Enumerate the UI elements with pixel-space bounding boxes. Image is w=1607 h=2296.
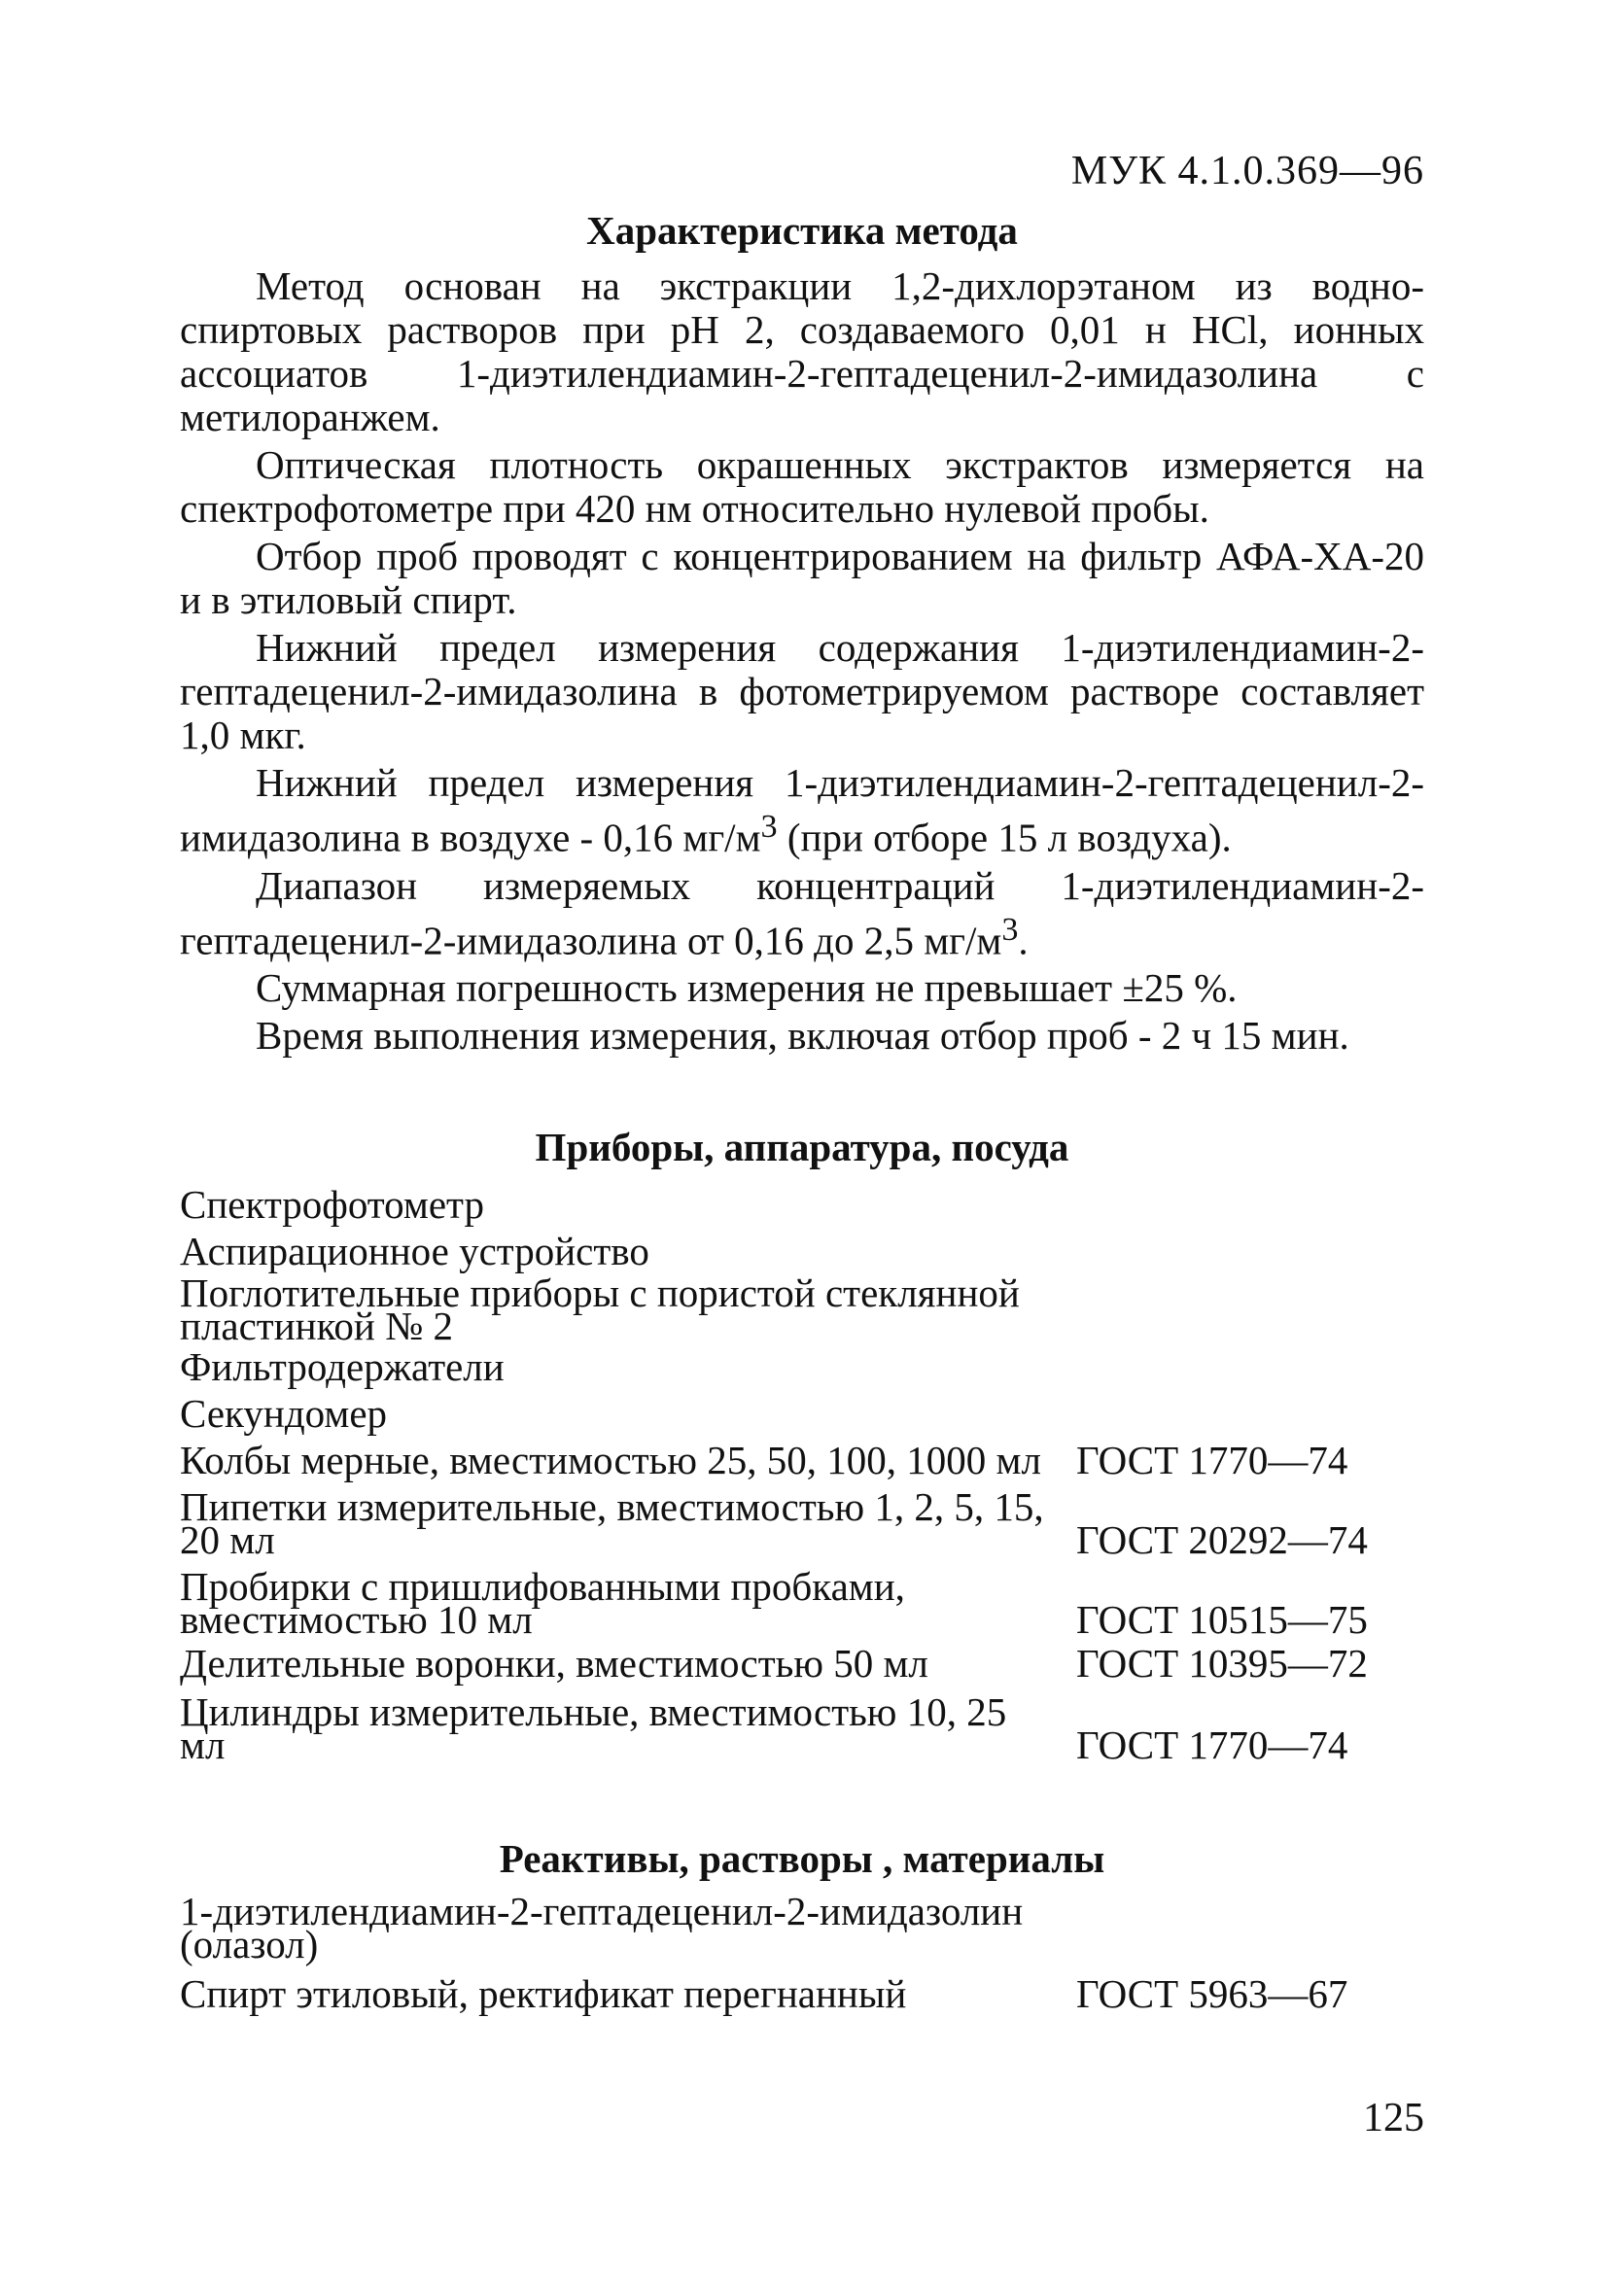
equipment-item (180, 1183, 1424, 1227)
equipment-section (180, 1125, 1424, 1767)
superscript: 3 (1001, 911, 1019, 948)
equipment-standard: ГОСТ 20292—74 (1076, 1517, 1368, 1562)
equipment-name: Секундомер (180, 1391, 388, 1436)
equipment-heading: Приборы, аппаратура, посуда (535, 1125, 1069, 1169)
equipment-item (180, 1438, 1424, 1482)
equipment-standard: ГОСТ 10515—75 (1076, 1597, 1368, 1642)
reagents-heading: Реактивы, растворы , материалы (499, 1836, 1105, 1881)
method-section (180, 209, 1424, 1061)
equipment-standard: ГОСТ 1770—74 (1076, 1722, 1348, 1767)
equipment-name: Аспирационное устройство (180, 1229, 649, 1273)
equipment-item (180, 1345, 1424, 1389)
paragraph-text: Нижний предел измерения 1-диэтилендиамин-2-гептадеценил-2-имидазолина в воздухе - 0,16 мг/м (180, 760, 1424, 860)
method-paragraph: Нижний предел измерения содержания 1-диэтилендиамин-2-гептадеценил-2-имидазолина в фотометрируемом растворе составляет 1,0 мкг. (180, 625, 1424, 757)
equipment-item (180, 1230, 1424, 1273)
paragraph-text: (при отборе 15 л воздуха). (777, 815, 1232, 860)
paragraph-text: . (1018, 918, 1029, 963)
superscript: 3 (760, 809, 778, 845)
equipment-name: Колбы мерные, вместимостью 25, 50, 100, 1000 мл (180, 1438, 1041, 1482)
method-paragraph: Метод основан на экстракции 1,2-дихлорэтаном из водно-спиртовых растворов при рН 2, создаваемого 0,01 н HCl, ионных ассоциатов 1-диэтилендиамин-2-гептадеценил-2-имидазолина с метилоранжем. (180, 263, 1424, 439)
document-code: МУК 4.1.0.369—96 (1070, 149, 1424, 193)
method-heading: Характеристика метода (586, 208, 1018, 253)
equipment-standard: ГОСТ 10395—72 (1076, 1641, 1368, 1686)
equipment-item (180, 1484, 1424, 1562)
equipment-name: Делительные воронки, вместимостью 50 мл (180, 1641, 928, 1686)
equipment-item (180, 1270, 1424, 1348)
reagents-section (180, 1837, 1424, 2019)
equipment-standard: ГОСТ 1770—74 (1076, 1438, 1348, 1482)
equipment-name: Пробирки с пришлифованными пробками, вместимостью 10 мл (180, 1564, 905, 1642)
paragraph-text: Диапазон измеряемых концентраций 1-диэтилендиамин-2-гептадеценил-2-имидазолина от 0,16 до 2,5 мг/м (180, 862, 1424, 963)
equipment-item (180, 1642, 1424, 1686)
equipment-name: Фильтродержатели (180, 1344, 505, 1389)
equipment-name: Цилиндры измерительные, вместимостью 10, 25 мл (180, 1689, 1007, 1767)
reagent-name: 1-диэтилендиамин-2-гептадеценил-2-имидазолин (олазол) (180, 1889, 1024, 1966)
equipment-name: Спектрофотометр (180, 1182, 484, 1227)
reagent-name: Спирт этиловый, ректификат перегнанный (180, 1971, 907, 2016)
reagent-item (180, 1889, 1424, 1966)
page-number: 125 (1363, 2096, 1424, 2140)
equipment-item (180, 1564, 1424, 1642)
method-paragraph: Время выполнения измерения, включая отбор проб - 2 ч 15 мин. (256, 1013, 1349, 1059)
method-paragraph (180, 864, 1424, 963)
reagent-item (180, 1972, 1424, 2016)
reagent-standard: ГОСТ 5963—67 (1076, 1971, 1348, 2016)
equipment-item (180, 1392, 1424, 1436)
method-paragraph: Оптическая плотность окрашенных экстрактов измеряется на спектрофотометре при 420 нм относительно нулевой пробы. (180, 442, 1424, 531)
equipment-name: Поглотительные приборы с пористой стеклянной пластинкой № 2 (180, 1270, 1020, 1348)
method-paragraph: Отбор проб проводят с концентрированием на фильтр АФА-ХА-20 и в этиловый спирт. (180, 534, 1424, 622)
equipment-name: Пипетки измерительные, вместимостью 1, 2, 5, 15, 20 мл (180, 1484, 1044, 1562)
method-paragraph (180, 761, 1424, 860)
equipment-item (180, 1689, 1424, 1767)
method-paragraph: Суммарная погрешность измерения не превышает ±25 %. (256, 965, 1238, 1011)
